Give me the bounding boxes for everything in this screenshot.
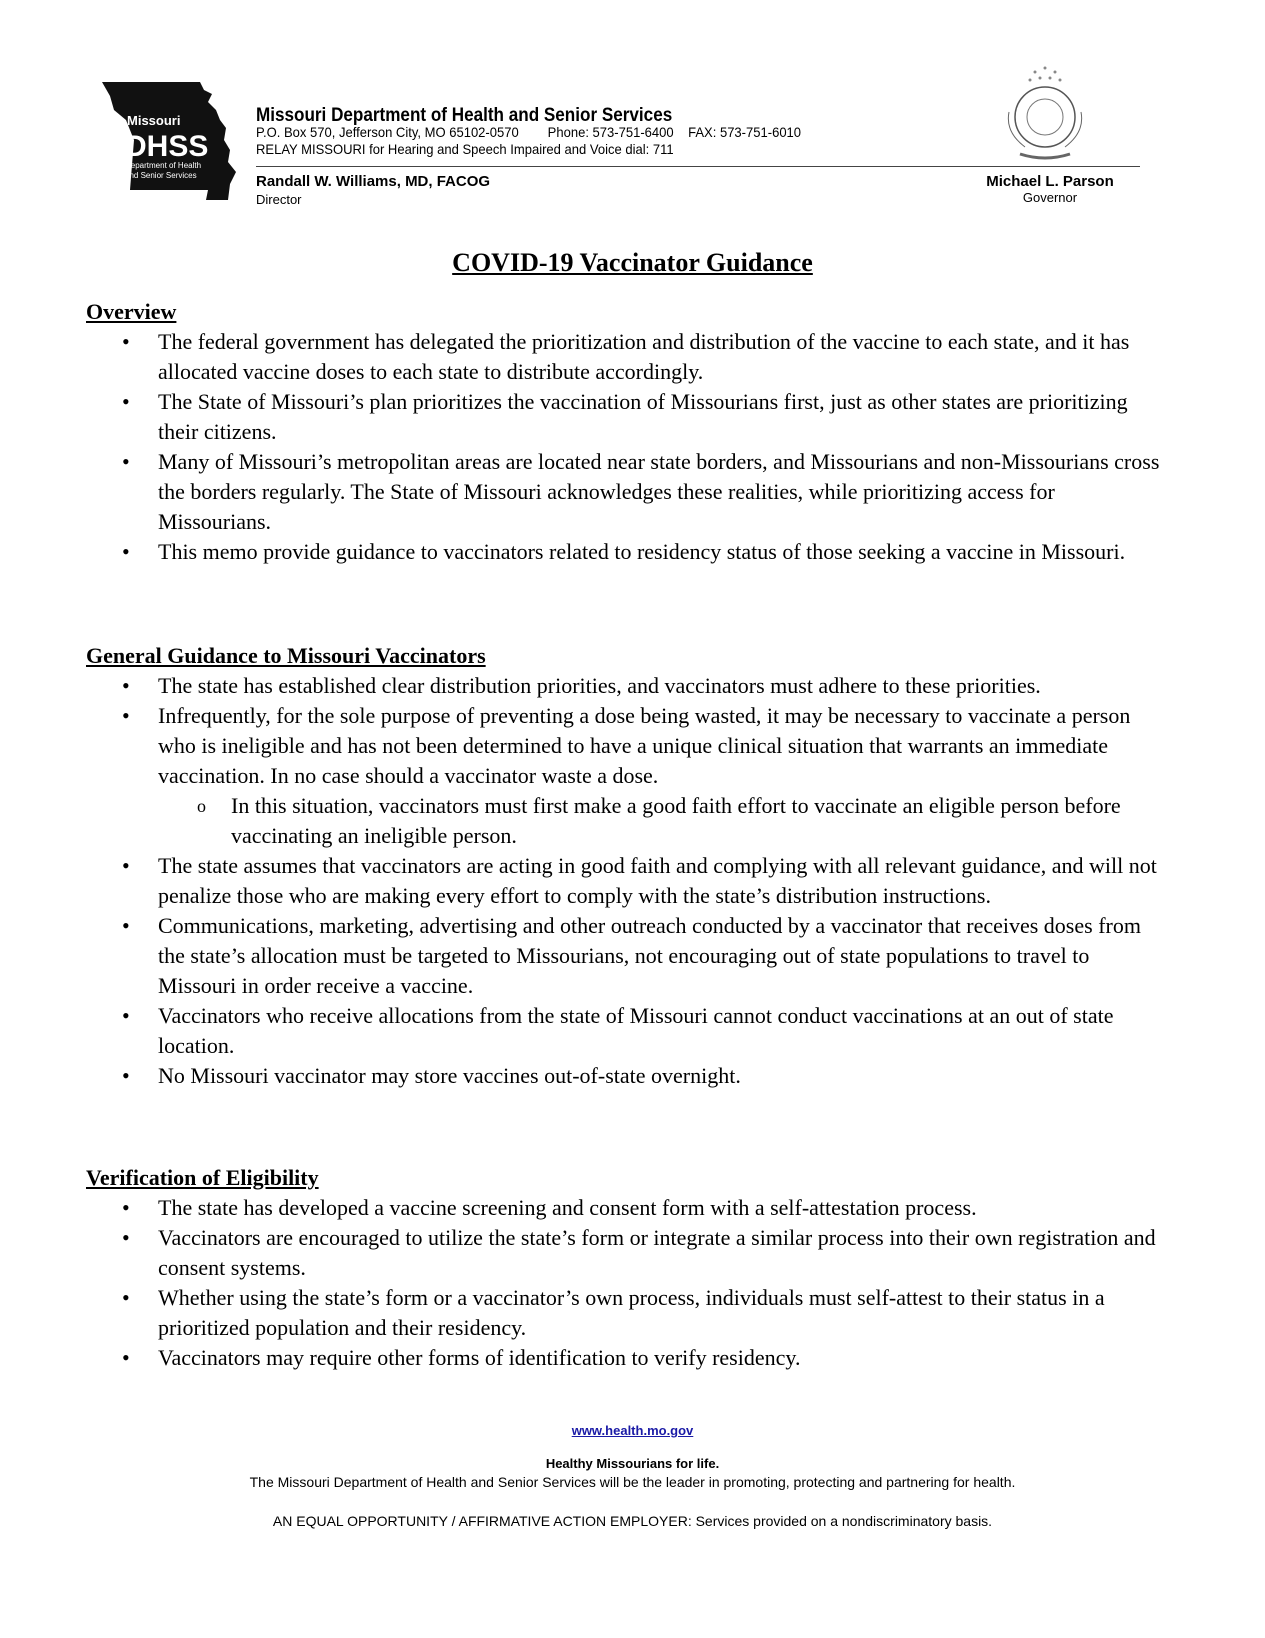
list-item: • Vaccinators who receive allocations from the state of Missouri cannot conduct vaccinations at an out of state location. <box>86 1001 1166 1061</box>
section-heading: General Guidance to Missouri Vaccinators <box>86 643 486 668</box>
director-title: Director <box>256 192 302 207</box>
list-item: • Whether using the state’s form or a vaccinator’s own process, individuals must self-attest to their status in a prioritized population and their residency. <box>86 1283 1166 1343</box>
contact-line: P.O. Box 570, Jefferson City, MO 65102-0570 Phone: 573-751-6400 FAX: 573-751-6010 <box>256 124 802 140</box>
header-divider <box>256 166 1140 167</box>
document-title: COVID-19 Vaccinator Guidance <box>452 248 813 277</box>
list-item: • The state has established clear distribution priorities, and vaccinators must adhere to these priorities. <box>86 671 1166 701</box>
list-item: • This memo provide guidance to vaccinators related to residency status of those seeking a vaccine in Missouri. <box>86 537 1166 567</box>
list-item: • The state assumes that vaccinators are acting in good faith and complying with all relevant guidance, and will not penalize those who are making every effort to comply with the state’s distribution instructions. <box>86 851 1166 911</box>
svg-text:and Senior Services: and Senior Services <box>125 171 197 180</box>
director-name: Randall W. Williams, MD, FACOG <box>256 173 491 190</box>
footer-eeo: AN EQUAL OPPORTUNITY / AFFIRMATIVE ACTION EMPLOYER: Services provided on a nondiscriminatory basis. <box>272 1513 993 1529</box>
list-item: • Infrequently, for the sole purpose of preventing a dose being wasted, it may be necessary to vaccinate a person who is ineligible and has not been determined to have a unique clinical situation that warrants an immediate vaccination. In no case should a vaccinator waste a dose. <box>86 701 1166 791</box>
section-overview <box>86 297 1186 567</box>
governor-title: Governor <box>1022 190 1078 205</box>
section-verification <box>86 1163 1186 1373</box>
dhss-logo <box>100 80 238 202</box>
list-item: • Vaccinators may require other forms of identification to verify residency. <box>86 1343 1166 1373</box>
list-item: • The state has developed a vaccine screening and consent form with a self-attestation process. <box>86 1193 1166 1223</box>
svg-text:Missouri: Missouri <box>127 113 181 128</box>
sub-list-item: o In this situation, vaccinators must first make a good faith effort to vaccinate an eligible person before vaccinating an ineligible person. <box>86 791 1166 851</box>
state-seal-icon <box>995 62 1095 164</box>
list-item: • Vaccinators are encouraged to utilize the state’s form or integrate a similar process into their own registration and consent systems. <box>86 1223 1166 1283</box>
footer-tagline: Healthy Missourians for life. <box>545 1456 720 1471</box>
list-item: • No Missouri vaccinator may store vaccines out-of-state overnight. <box>86 1061 1166 1091</box>
footer-mission: The Missouri Department of Health and Senior Services will be the leader in promoting, protecting and partnering for health. <box>249 1474 1016 1490</box>
list-item: • The federal government has delegated the prioritization and distribution of the vaccine to each state, and it has allocated vaccine doses to each state to distribute accordingly. <box>86 327 1166 387</box>
governor-name: Michael L. Parson <box>986 173 1114 190</box>
relay-line: RELAY MISSOURI for Hearing and Speech Impaired and Voice dial: 711 <box>256 141 674 157</box>
section-general-guidance <box>86 641 1186 1091</box>
list-item: • Communications, marketing, advertising and other outreach conducted by a vaccinator that receives doses from the state’s allocation must be targeted to Missourians, not encouraging out of state populations to travel to Missouri in order receive a vaccine. <box>86 911 1166 1001</box>
svg-text:Department of Health: Department of Health <box>125 161 202 170</box>
list-item: • The State of Missouri’s plan prioritizes the vaccination of Missourians first, just as other states are prioritizing their citizens. <box>86 387 1166 447</box>
section-heading: Overview <box>86 299 177 324</box>
governor-block <box>960 173 1140 205</box>
list-item: • Many of Missouri’s metropolitan areas are located near state borders, and Missourians and non-Missourians cross the borders regularly. The State of Missouri acknowledges these realities, while prioritizing access for Missourians. <box>86 447 1166 537</box>
svg-text:DHSS: DHSS <box>125 130 209 163</box>
org-name: Missouri Department of Health and Senior Services <box>256 105 673 126</box>
website-link[interactable]: www.health.mo.gov <box>571 1423 694 1438</box>
section-heading: Verification of Eligibility <box>86 1165 319 1190</box>
